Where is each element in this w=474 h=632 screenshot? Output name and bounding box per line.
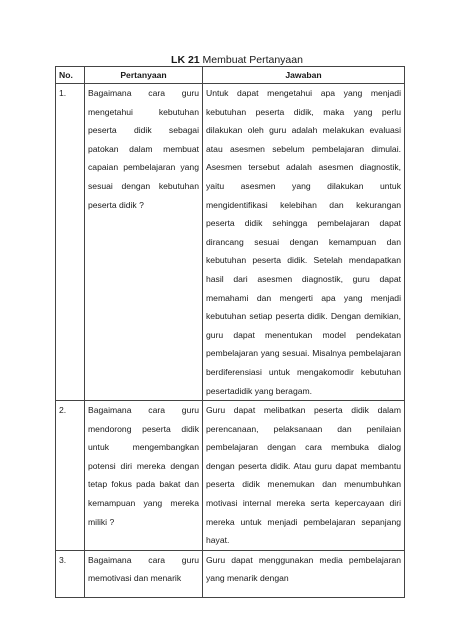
table-row	[56, 550, 405, 597]
table-header-row	[56, 67, 405, 84]
title-number: LK 21	[171, 54, 200, 66]
row-answer	[203, 84, 405, 401]
row-question	[85, 84, 203, 401]
question-text: Bagaimana cara guru mendorong peserta didik untuk mengembangkan potensi diri mereka dengan tetap fokus pada bakat dan kemampuan yang mereka miliki ?	[88, 405, 199, 527]
answer-text: Untuk dapat mengetahui apa yang menjadi kebutuhan peserta didik, maka yang perlu dilakukan oleh guru adalah melakukan evaluasi atau asesmen sebelum pembelajaran dimulai. Asesmen tersebut adalah asesmen diagnostik, yaitu asesmen yang dilakukan untuk mengidentifikasi kelebihan dan kekurangan peserta didik sehingga pembelajaran dapat dirancang sesuai dengan kemampuan dan kebutuhan peserta didik. Setelah mendapatkan hasil dari asesmen diagnostik, guru dapat memahami dan mengerti apa yang menjadi kebutuhan setiap peserta didik. Dengan demikian, guru dapat menentukan model pendekatan pembelajaran yang sesuai. Misalnya pembelajaran berdiferensiasi untuk mengakomodir kebutuhan pesertadidik yang beragam.	[206, 88, 401, 396]
row-answer	[203, 550, 405, 597]
question-answer-table	[55, 66, 405, 598]
table-row	[56, 401, 405, 551]
header-no: No.	[56, 67, 85, 84]
header-answer: Jawaban	[203, 67, 405, 84]
document-title	[0, 54, 474, 66]
header-question: Pertanyaan	[85, 67, 203, 84]
row-number: 3.	[56, 550, 85, 597]
table-row	[56, 84, 405, 401]
answer-text: Guru dapat melibatkan peserta didik dalam perencanaan, pelaksanaan dan penilaian pembelajaran dengan cara membuka dialog dengan peserta didik. Atau guru dapat membantu peserta didik menemukan dan menumbuhkan motivasi internal mereka serta kepercayaan diri mereka untuk menjadi pembelajaran sepanjang hayat.	[206, 405, 401, 546]
title-text: Membuat Pertanyaan	[199, 54, 303, 66]
row-question	[85, 401, 203, 551]
question-text: Bagaimana cara guru memotivasi dan menarik	[88, 554, 199, 584]
question-text: Bagaimana cara guru mengetahui kebutuhan peserta didik sebagai patokan dalam membuat capaian pembelajaran yang sesuai dengan kebutuhan peserta didik ?	[88, 88, 199, 210]
row-answer	[203, 401, 405, 551]
row-number: 2.	[56, 401, 85, 551]
answer-text: Guru dapat menggunakan media pembelajaran yang menarik dengan	[206, 554, 401, 584]
row-number: 1.	[56, 84, 85, 401]
row-question	[85, 550, 203, 597]
